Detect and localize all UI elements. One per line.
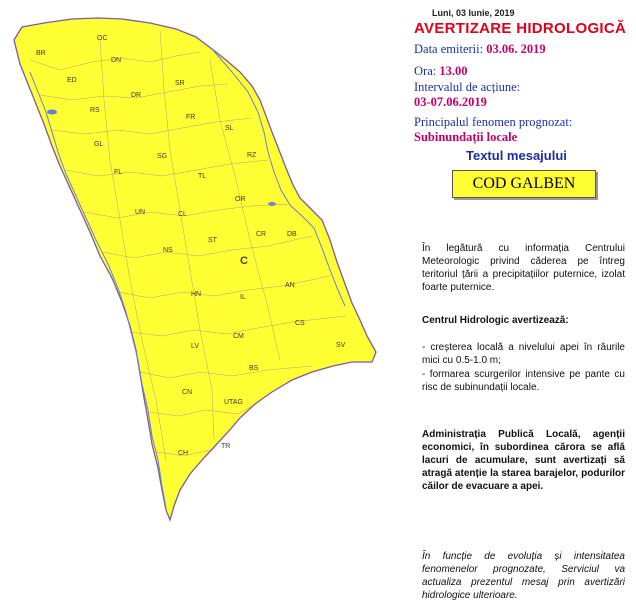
interval-label: Intervalul de acțiune: — [414, 80, 521, 94]
district-CM: CM — [233, 333, 244, 340]
phenomenon-value: Subinundații locale — [414, 130, 518, 144]
paragraph-updates: În funcție de evoluția și intensitatea fenomenelor prognozate, Serviciul va actualiza prezentul mesaj prin avertizări hidrologice ulterioare. — [422, 551, 625, 601]
district-BS: BS — [249, 365, 259, 372]
district-SV: SV — [336, 342, 346, 349]
reservoir-costesti — [47, 110, 57, 115]
interval-value: 03-07.06.2019 — [414, 95, 487, 109]
district-C: C — [240, 255, 248, 267]
date-line: Luni, 03 Iunie, 2019 — [432, 8, 515, 18]
issue-date-value: 03.06. 2019 — [486, 42, 546, 56]
issue-hour-row — [414, 64, 467, 79]
district-IL: IL — [240, 294, 246, 301]
district-OC: OC — [97, 35, 108, 42]
district-GL: GL — [94, 141, 104, 148]
district-TR: TR — [221, 443, 231, 450]
issue-date-row — [414, 42, 546, 57]
district-CS: CS — [295, 320, 305, 327]
paragraph-authorities: Administrația Publică Locală, agenții economici, în subordinea cărora se află lacuri de acumulare, sunt avertizați să atragă atenție la starea barajelor, podurilor căilor de evacuare a apei. — [422, 429, 625, 492]
message-heading: Textul mesajului — [466, 148, 567, 163]
district-NS: NS — [163, 247, 173, 254]
district-OR: OR — [235, 196, 246, 203]
district-CN: CN — [182, 389, 193, 396]
issue-hour-value: 13.00 — [439, 64, 468, 78]
district-DN: DN — [111, 57, 122, 64]
country-shape — [14, 18, 376, 520]
district-TL: TL — [198, 173, 207, 180]
district-DR: DR — [131, 92, 142, 99]
district-RS: RS — [90, 107, 100, 114]
district-DB: DB — [287, 231, 297, 238]
phenomenon-label: Principalul fenomen prognozat: — [414, 115, 573, 129]
district-CR: CR — [256, 231, 267, 238]
page-title: AVERTIZARE HIDROLOGICĂ — [414, 20, 627, 37]
district-LV: LV — [191, 343, 200, 350]
warning-code-badge — [452, 170, 596, 198]
district-ST: ST — [208, 237, 217, 244]
district-CH: CH — [178, 450, 189, 457]
district-BR: BR — [36, 50, 46, 57]
paragraph-warns-heading: Centrul Hidrologic avertizează: — [422, 315, 569, 326]
issue-hour-label: Ora: — [414, 64, 437, 78]
district-UN: UN — [135, 209, 146, 216]
district-ED: ED — [67, 77, 77, 84]
paragraph-water-level: - creșterea locală a nivelului apei în râurile mici cu 0.5-1.0 m; — [422, 342, 625, 366]
reservoir-dubasari — [268, 202, 276, 206]
district-CL: CL — [178, 211, 187, 218]
paragraph-runoff: - formarea scurgerilor intensive pe pante cu risc de subinundații locale. — [422, 369, 625, 393]
warning-code-text: COD GALBEN — [472, 175, 576, 192]
district-HN: HN — [191, 291, 202, 298]
district-FL: FL — [114, 169, 123, 176]
district-SL: SL — [225, 125, 234, 132]
issue-date-label: Data emiterii: — [414, 42, 484, 56]
district-RZ: RZ — [247, 152, 257, 159]
paragraph-context: În legătură cu informația Centrului Meteorologic privind căderea pe întreg teritoriul țării a precipitațiilor puternice, izolat foarte puternice. — [422, 243, 625, 293]
district-SG: SG — [157, 153, 168, 160]
district-FR: FR — [186, 114, 196, 121]
district-AN: AN — [285, 282, 295, 289]
district-SR: SR — [175, 80, 185, 87]
district-UTAG: UTAG — [224, 399, 243, 406]
